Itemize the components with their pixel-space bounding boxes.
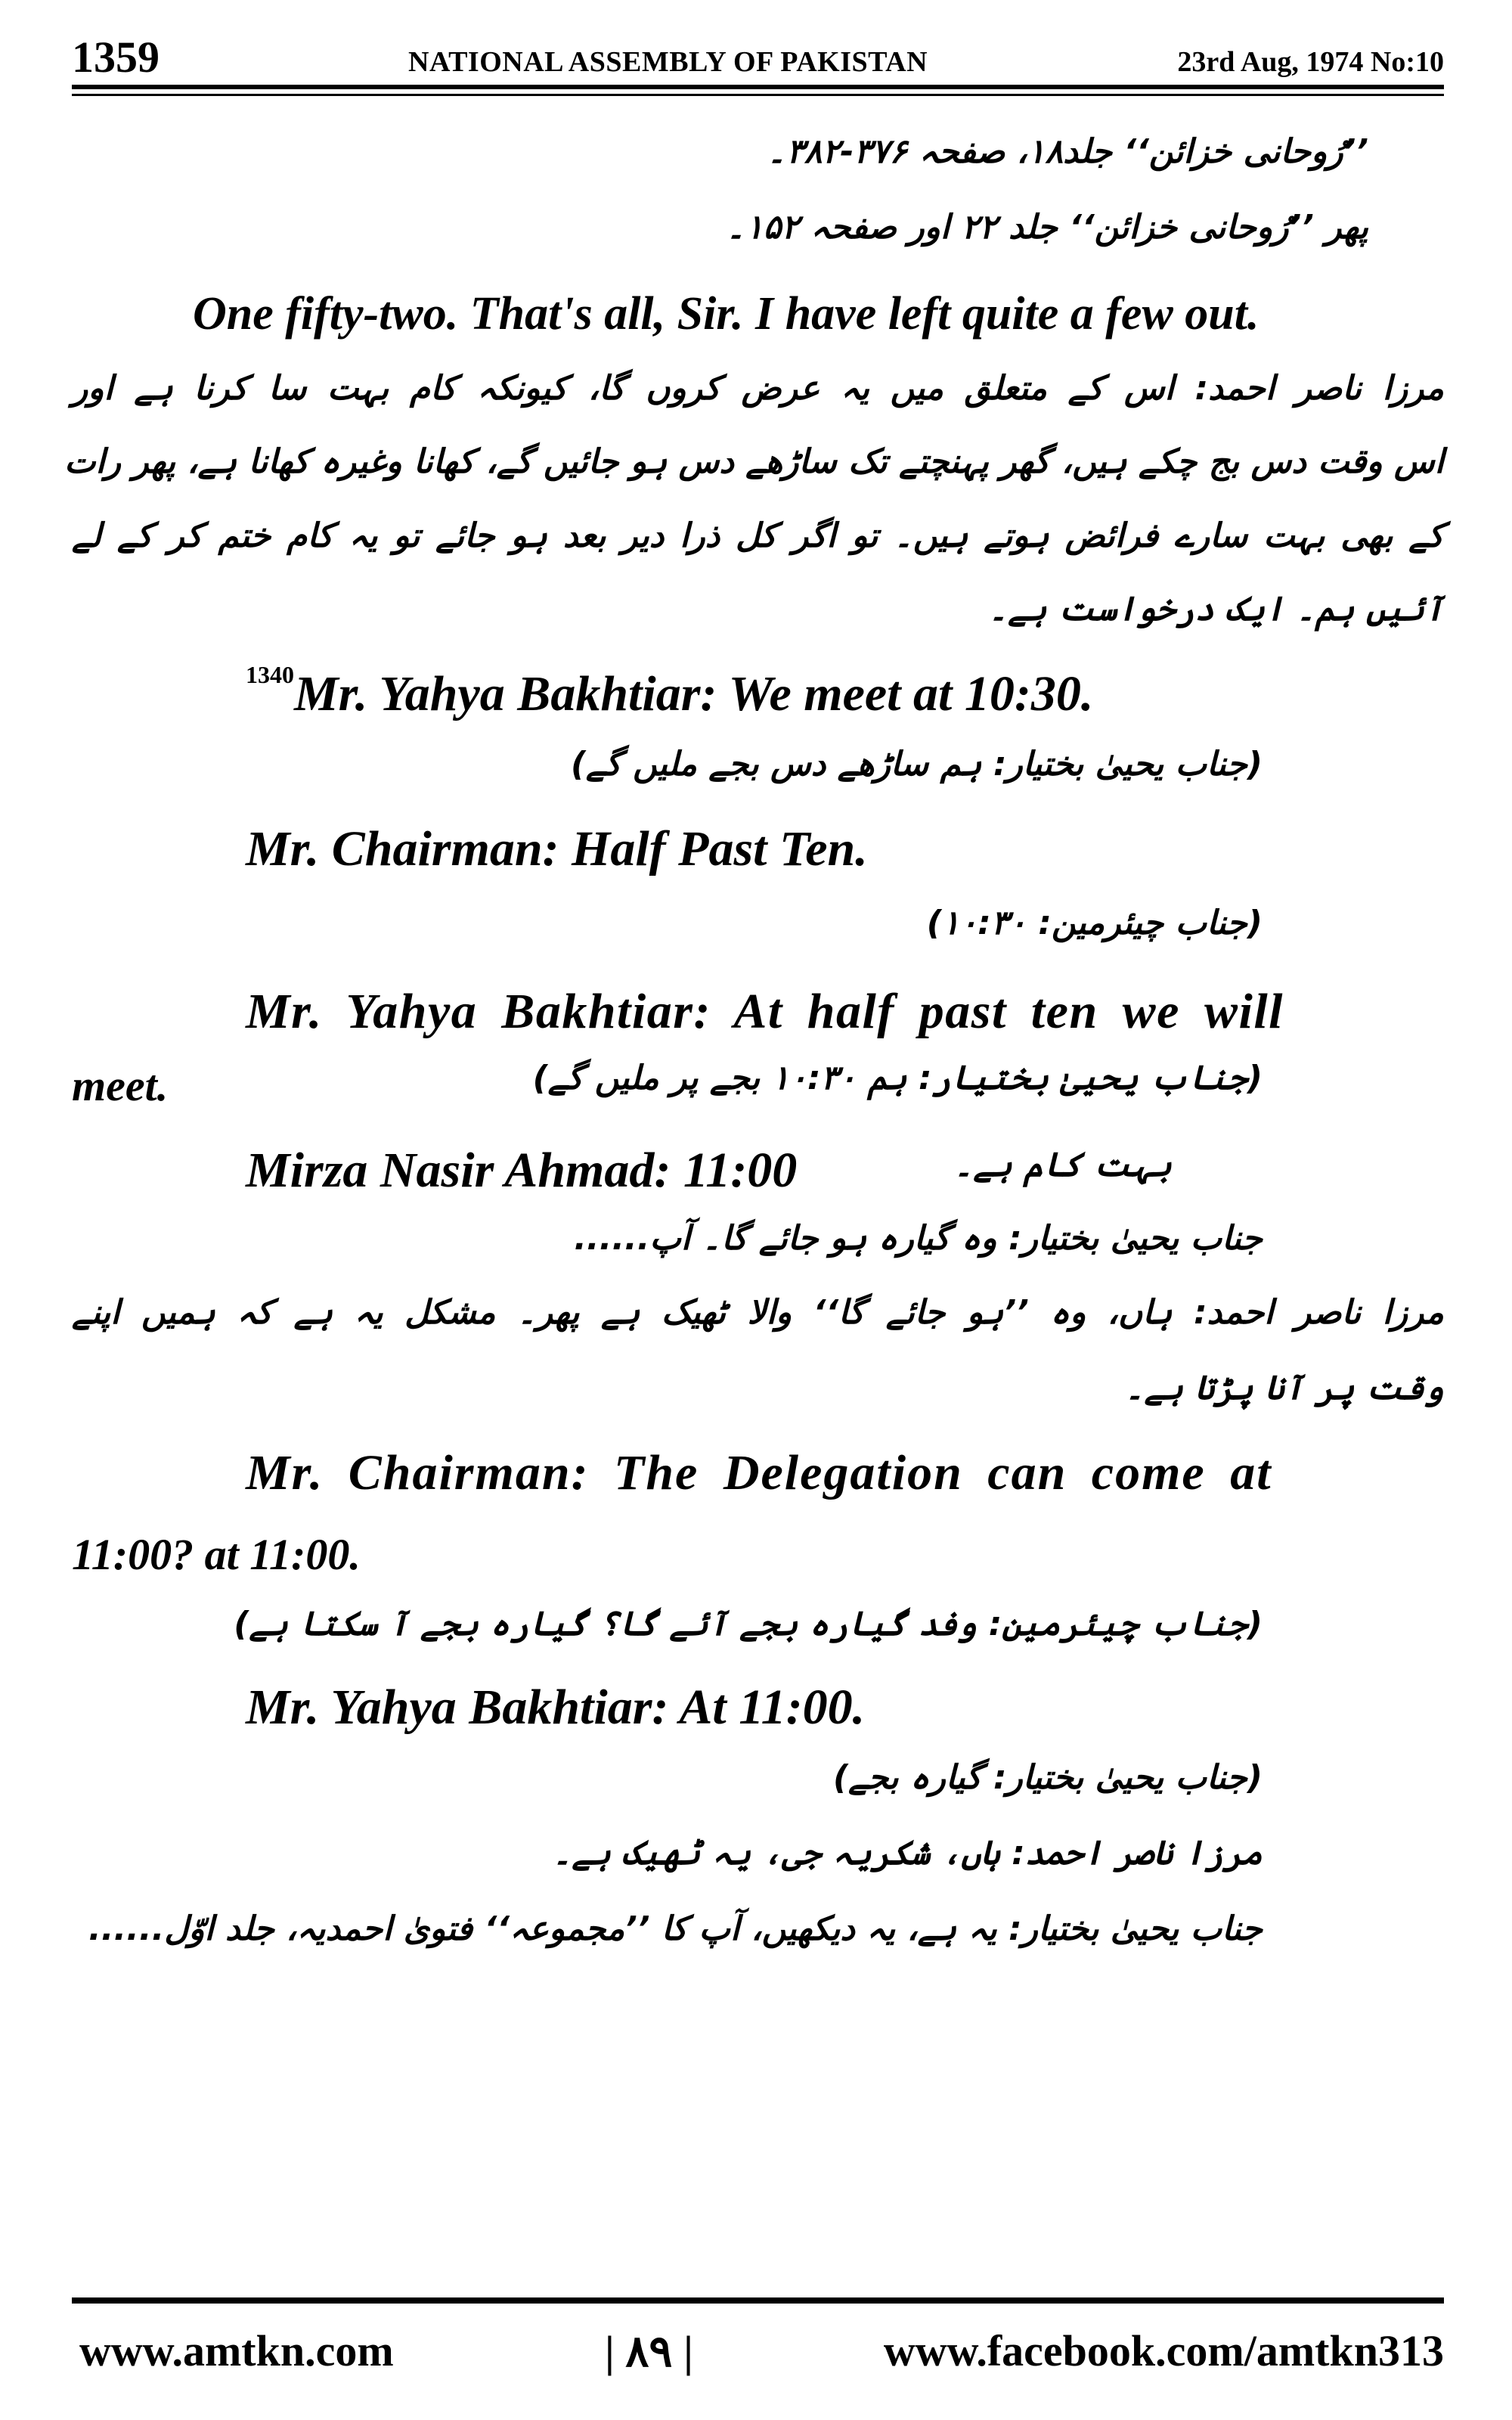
- footer-facebook-link[interactable]: www.facebook.com/amtkn313: [883, 2326, 1444, 2375]
- urdu-paragraph-line-3: کے بھی بہت سارے فرائض ہوتے ہیں۔ تو اگر کل ذرا دیر بعد ہو جائے تو یہ کام ختم کر کے لے: [72, 517, 1444, 555]
- footer-website-link[interactable]: www.amtkn.com: [79, 2326, 394, 2375]
- page-footer: [72, 2325, 1444, 2386]
- urdu-reference-1: ’’رُوحانی خزائن‘‘ جلد۱۸، صفحہ ۳۷۶-۳۸۲۔: [767, 132, 1368, 171]
- urdu-line-7c: جناب یحییٰ بختیار: یہ ہے، یہ دیکھیں، آپ کا ’’مجموعہ‘‘ فتویٰ احمدیہ، جلد اوّل......: [88, 1910, 1263, 1948]
- english-line-2: Mr. Yahya Bakhtiar: We meet at 10:30.: [294, 666, 1094, 721]
- english-line-4b: meet.: [72, 1061, 169, 1110]
- urdu-line-7a: (جناب یحییٰ بختیار: گیارہ بجے): [833, 1758, 1263, 1797]
- page-number: 1359: [72, 33, 160, 82]
- urdu-line-5b: جناب یحییٰ بختیار: وہ گیارہ ہو جائے گا۔ آپ......: [574, 1219, 1263, 1258]
- english-line-6: Mr. Chairman: The Delegation can come at: [246, 1445, 1272, 1500]
- header-date: 23rd Aug, 1974 No:10: [1177, 46, 1444, 78]
- english-line-4: Mr. Yahya Bakhtiar: At half past ten we will: [246, 984, 1284, 1039]
- english-line-5: Mirza Nasir Ahmad: 11:00: [246, 1143, 798, 1198]
- english-line-6b: 11:00? at 11:00.: [72, 1530, 361, 1579]
- urdu-paragraph-line-4: آئیں ہم۔ ایک درخواست ہے۔: [988, 590, 1444, 628]
- header-rule-thick: [72, 85, 1444, 89]
- footnote-marker: 1340: [246, 661, 294, 688]
- english-speaker-yahya-1: [246, 661, 1094, 723]
- urdu-paragraph-line-1: مرزا ناصر احمد: اس کے متعلق میں یہ عرض کروں گا، کیونکہ کام بہت سا کرنا ہے اور: [72, 369, 1444, 408]
- urdu-line-5d: وقت پر آنا پڑتا ہے۔: [1124, 1369, 1444, 1407]
- footer-page-number: | ۸۹ |: [605, 2327, 693, 2376]
- urdu-translation-2: (جناب یحییٰ بختیار: ہم ساڑھے دس بجے ملیں گے): [570, 745, 1263, 783]
- english-line-1: One fifty-two. That's all, Sir. I have left quite a few out.: [193, 288, 1259, 340]
- urdu-line-7b: مرزا ناصر احمد: ہاں، شکریہ جی، یہ ٹھیک ہے۔: [552, 1834, 1263, 1872]
- footer-rule: [72, 2297, 1444, 2304]
- urdu-line-5a: بہت کام ہے۔: [953, 1146, 1172, 1184]
- header-title: NATIONAL ASSEMBLY OF PAKISTAN: [408, 46, 928, 78]
- urdu-line-5c: مرزا ناصر احمد: ہاں، وہ ’’ہو جائے گا‘‘ والا ٹھیک ہے پھر۔ مشکل یہ ہے کہ ہمیں اپنے: [72, 1293, 1444, 1332]
- urdu-translation-4: (جناب یحییٰ بختیار: ہم ۱۰:۳۰ بجے پر ملیں گے): [532, 1059, 1263, 1097]
- english-line-3: Mr. Chairman: Half Past Ten.: [246, 821, 868, 876]
- urdu-reference-2: پھر ’’رُوحانی خزائن‘‘ جلد ۲۲ اور صفحہ ۱۵۲۔: [726, 208, 1368, 247]
- english-line-7: Mr. Yahya Bakhtiar: At 11:00.: [246, 1680, 866, 1735]
- page-header: [72, 23, 1444, 83]
- urdu-translation-3: (جناب چیئرمین: ۱۰:۳۰): [926, 904, 1263, 942]
- header-rule-thin: [72, 94, 1444, 96]
- urdu-paragraph-line-2: اس وقت دس بج چکے ہیں، گھر پہنچتے تک ساڑھے دس ہو جائیں گے، کھانا وغیرہ کھانا ہے، پھر رات: [64, 442, 1444, 481]
- urdu-translation-6: (جناب چیئرمین: وفد گیارہ بجے آئے گا؟ گیارہ بجے آ سکتا ہے): [234, 1605, 1263, 1643]
